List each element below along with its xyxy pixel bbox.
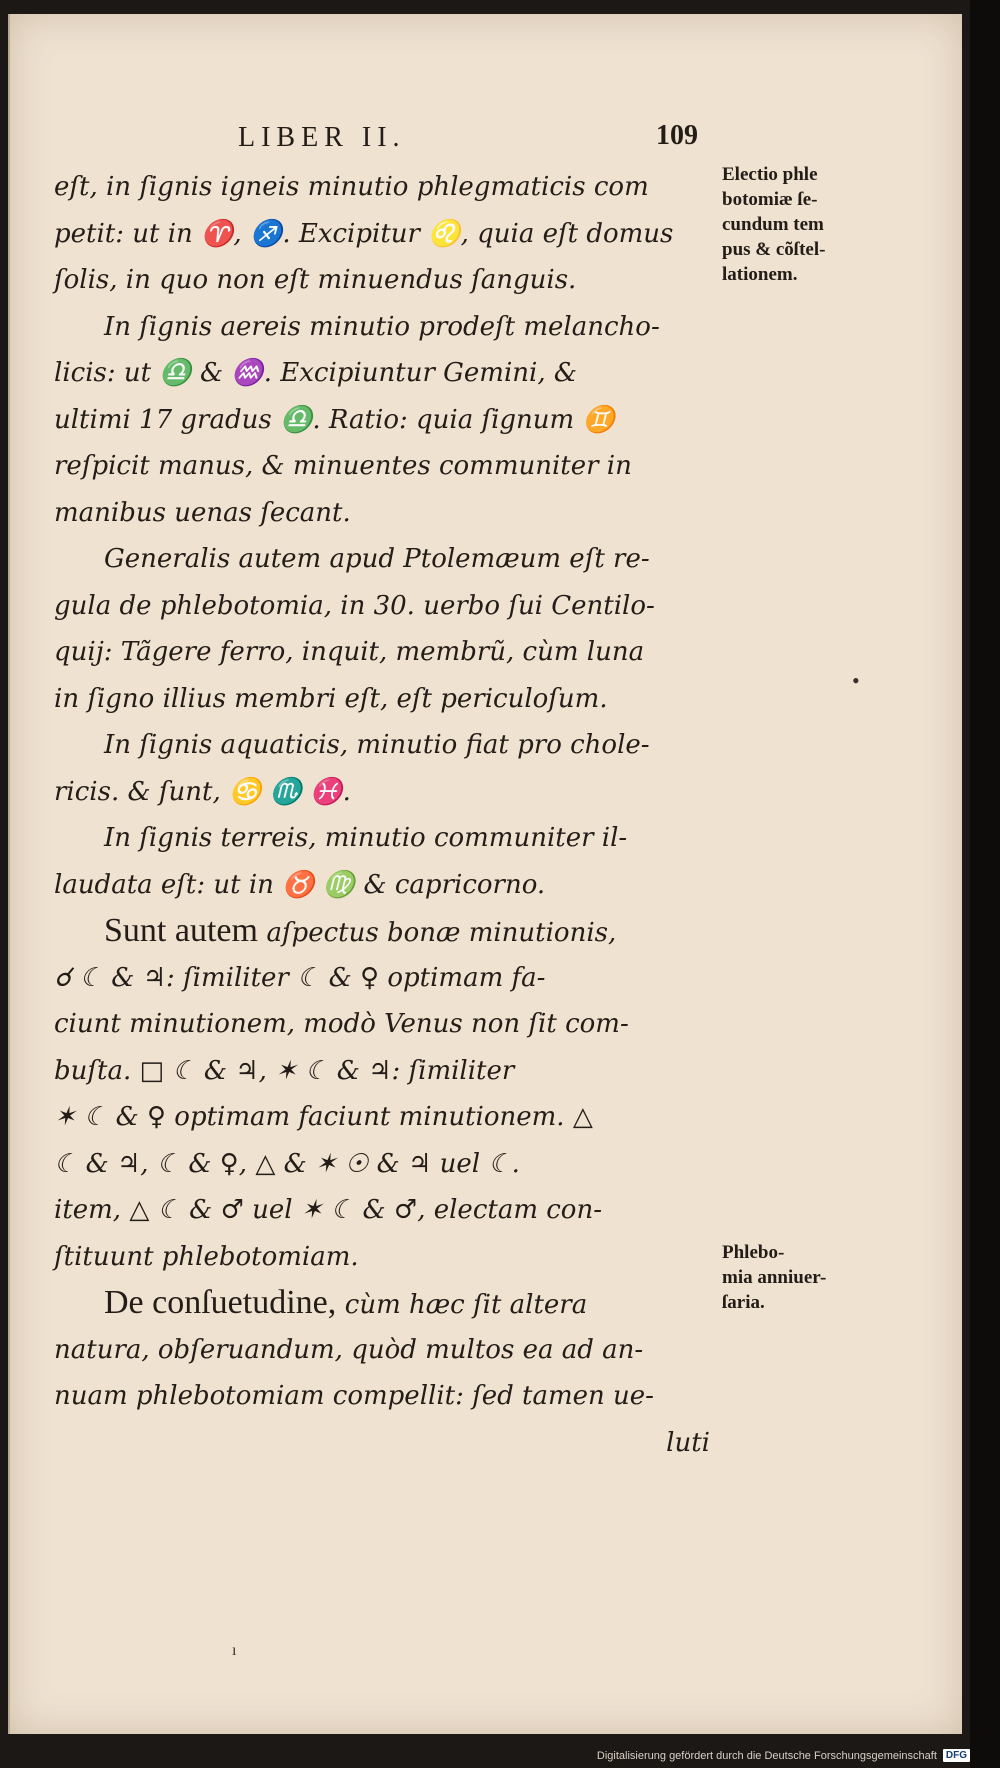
text-line: ricis. & ſunt, ♋ ♏ ♓. (54, 776, 351, 807)
digitization-credit (597, 1749, 970, 1762)
roman-lead-in: Sunt autem (104, 912, 267, 949)
text-line: item, △ ☾ & ♂ uel ✶ ☾ & ♂, electam con- (54, 1195, 602, 1225)
marginal-line: botomiæ ſe- (722, 189, 818, 210)
text-line: eſt, in ſignis igneis minutio phlegmaticis com (54, 172, 649, 202)
text-line: in ſigno illius membri eſt, eſt periculoſum. (54, 683, 608, 714)
book-page (8, 14, 962, 1734)
text-line: petit: ut in ♈, ♐. Excipitur ♌, quia eſt domus (54, 218, 674, 249)
text-line: nuam phlebotomiam compellit: ſed tamen ue- (54, 1381, 654, 1411)
text-line (54, 908, 714, 955)
ink-speck: • (852, 668, 860, 693)
text-line: licis: ut ♎ & ♒. Excipiuntur Gemini, & (54, 358, 577, 388)
marginal-note-phlebotomia (722, 1240, 872, 1315)
text-line: ✶ ☾ & ♀ optimam faciunt minutionem. △ (54, 1102, 593, 1132)
ink-speck: ı (232, 1642, 237, 1659)
marginal-line: cundum tem (722, 214, 824, 235)
text-line: gula de phlebotomia, in 30. uerbo ſui Centilo- (54, 590, 655, 621)
text-line: ſtituunt phlebotomiam. (54, 1241, 359, 1272)
catchword: luti (666, 1427, 710, 1458)
credit-text: Digitalisierung gefördert durch die Deutsche Forschungsgemeinschaft (596, 1749, 937, 1762)
text-line: laudata eſt: ut in ♉ ♍ & capricorno. (54, 869, 546, 900)
text-line: In ſignis aquaticis, minutio fiat pro chole- (104, 730, 650, 760)
book-edge-shadow (970, 0, 1000, 1768)
text-line-rest: cùm hæc ſit altera (344, 1290, 588, 1320)
text-line: natura, obſeruandum, quòd multos ea ad an- (54, 1334, 644, 1365)
text-line (54, 1280, 714, 1327)
marginal-line: Electio phle (722, 164, 818, 185)
text-line: ſolis, in quo non eſt minuendus ſanguis. (54, 265, 577, 295)
text-line: ☌ ☾ & ♃: ſimiliter ☾ & ♀ optimam fa- (54, 962, 546, 993)
text-line: reſpicit manus, & minuentes communiter in (54, 451, 632, 481)
marginal-note-electio (722, 162, 872, 287)
marginal-line: ſaria. (722, 1292, 765, 1313)
text-line: buſta. □ ☾ & ♃, ✶ ☾ & ♃: ſimiliter (54, 1055, 515, 1086)
text-line: ciunt minutionem, modò Venus non ſit com- (54, 1009, 629, 1039)
dfg-logo: DFG (943, 1749, 970, 1762)
text-line: ultimi 17 gradus ♎. Ratio: quia ſignum ♊ (54, 404, 615, 435)
running-head: LIBER II. (238, 122, 406, 153)
marginal-line: pus & cõſtel- (722, 239, 826, 260)
marginal-line: lationem. (722, 264, 798, 285)
marginal-line: Phlebo- (722, 1242, 785, 1263)
main-text-block (54, 164, 714, 1466)
roman-lead-in: De conſuetudine, (104, 1284, 345, 1321)
marginal-line: mia anniuer- (722, 1267, 827, 1288)
text-line-rest: aſpectus bonæ minutionis, (266, 918, 617, 948)
text-line: In ſignis terreis, minutio communiter il- (104, 823, 628, 853)
text-line: quij: Tãgere ferro, inquit, membrũ, cùm luna (54, 637, 645, 667)
text-line: In ſignis aereis minutio prodeſt melancho- (104, 311, 660, 342)
page-number: 109 (656, 120, 698, 151)
text-line: ☾ & ♃, ☾ & ♀, △ & ✶ ☉ & ♃ uel ☾. (54, 1148, 520, 1179)
text-line: Generalis autem apud Ptolemæum eſt re- (104, 544, 650, 574)
text-line: manibus uenas ſecant. (54, 497, 351, 528)
